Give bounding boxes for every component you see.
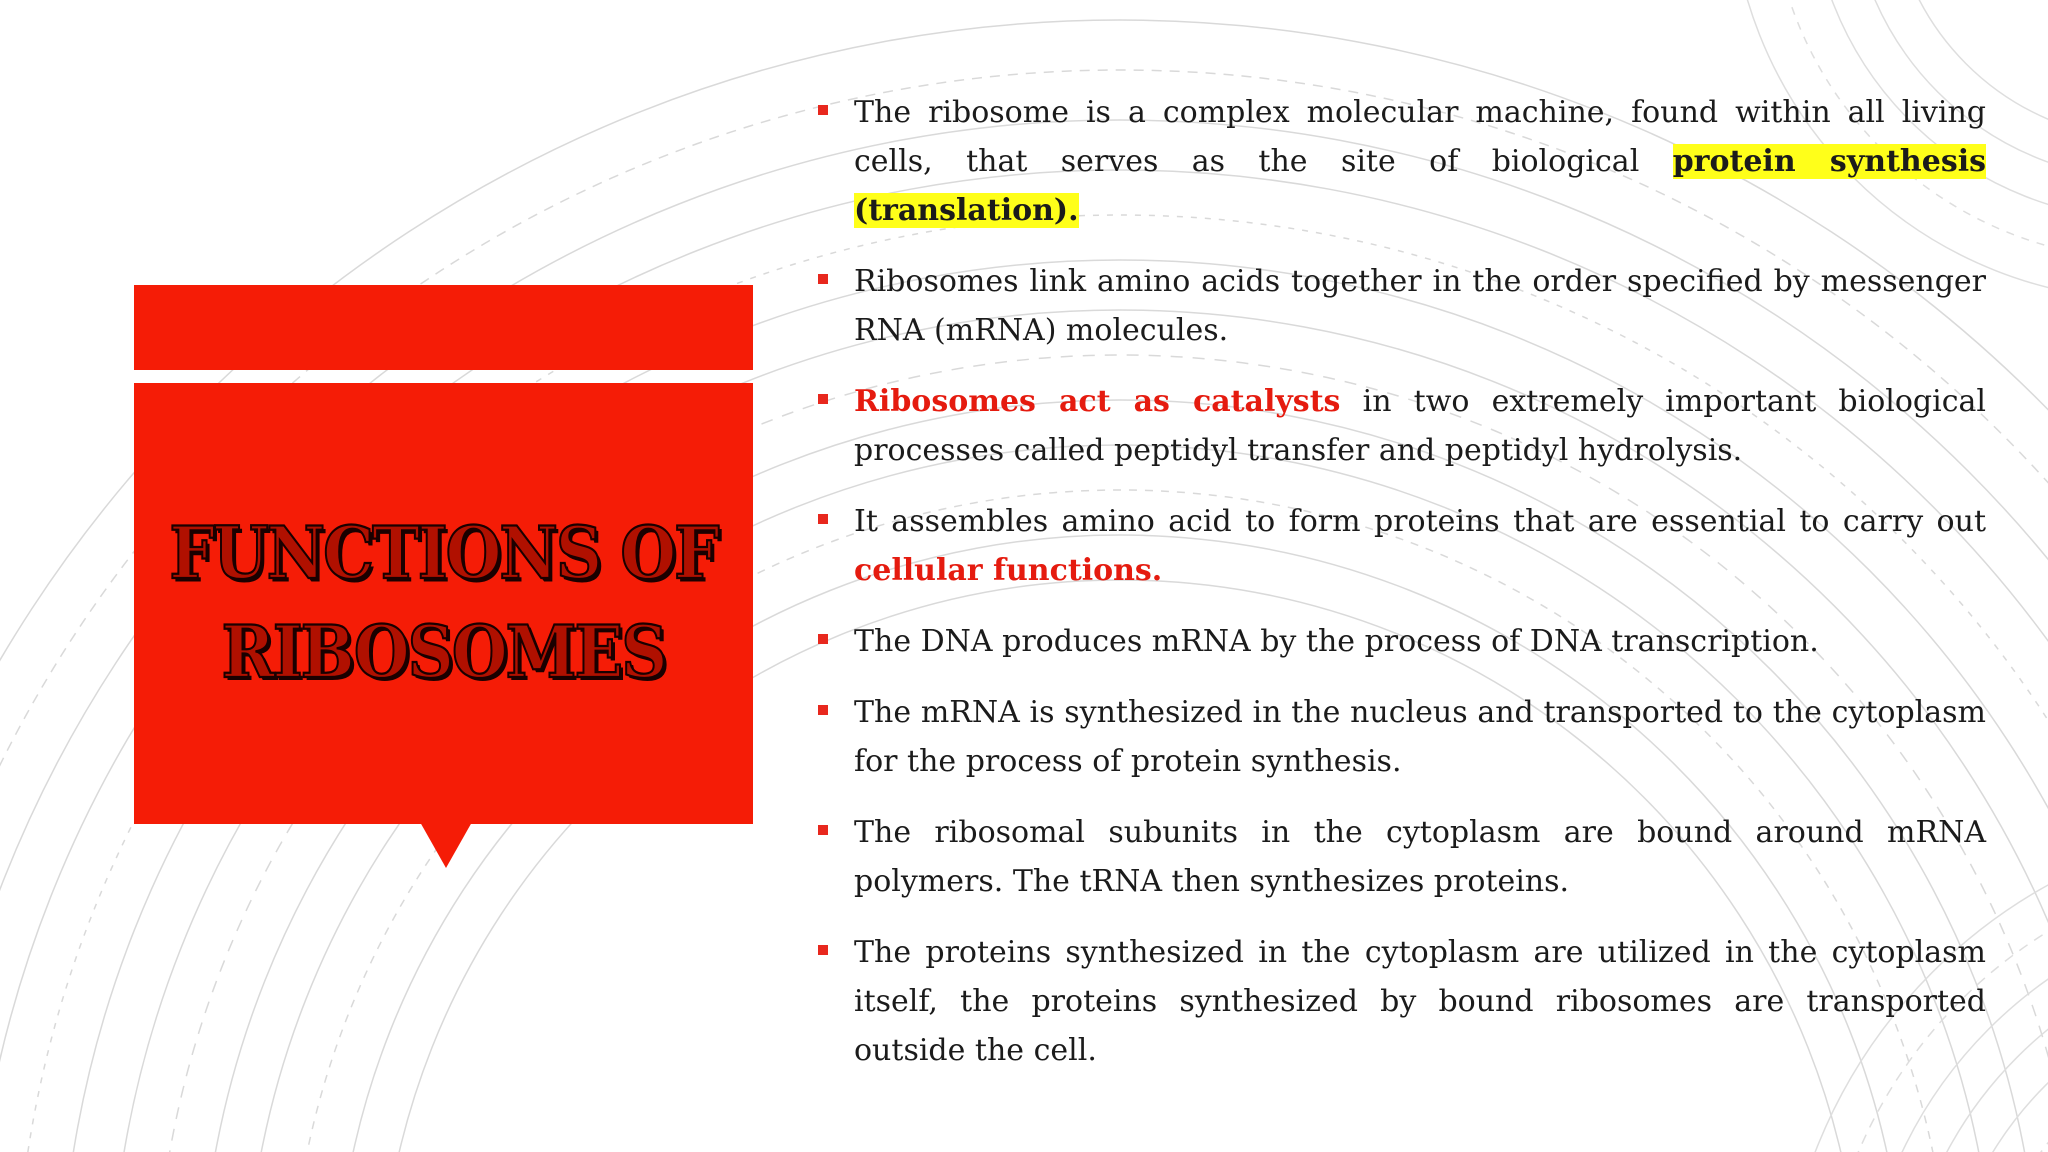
emphasis-text: Ribosomes act as catalysts <box>854 384 1341 419</box>
title-accent-bar <box>134 285 753 370</box>
title-line-1: FUNCTIONS OF <box>169 511 718 596</box>
callout-pointer <box>420 822 472 868</box>
bullet-text: The proteins synthesized in the cytoplasm are utilized in the cytoplasm itself, the proteins synthesized by bound ribosomes are transported outside the cell. <box>854 935 1986 1068</box>
bullet-item <box>818 617 1986 666</box>
bullet-text: The ribosome is a complex molecular machine, found within all living cells, that serves as the site of biological <box>854 95 1986 179</box>
bullet-item <box>818 808 1986 906</box>
bullet-square-icon <box>818 274 828 284</box>
bullet-square-icon <box>818 634 828 644</box>
bullet-text: The mRNA is synthesized in the nucleus and transported to the cytoplasm for the process of protein synthesis. <box>854 695 1986 779</box>
bullet-item <box>818 257 1986 355</box>
title-callout-box <box>134 383 753 824</box>
bullet-text: It assembles amino acid to form proteins that are essential to carry out <box>854 504 1986 539</box>
title-line-2: RIBOSOMES <box>221 610 666 695</box>
highlighted-text: protein synthesis (translation). <box>854 144 1986 228</box>
bullet-text: in two extremely important biological processes called peptidyl transfer and peptidyl hydrolysis. <box>854 384 1987 468</box>
bullet-square-icon <box>818 105 828 115</box>
slide-title <box>169 505 717 702</box>
bullet-item <box>818 688 1986 786</box>
bullet-list <box>818 88 1986 1097</box>
bullet-text: Ribosomes link amino acids together in the order specified by messenger RNA (mRNA) molecules. <box>854 264 1986 348</box>
bullet-square-icon <box>818 945 828 955</box>
bullet-item <box>818 497 1986 595</box>
bullet-square-icon <box>818 394 828 404</box>
bullet-square-icon <box>818 825 828 835</box>
bullet-text: The DNA produces mRNA by the process of DNA transcription. <box>854 624 1819 659</box>
bullet-text: The ribosomal subunits in the cytoplasm are bound around mRNA polymers. The tRNA then synthesizes proteins. <box>854 815 1986 899</box>
bullet-square-icon <box>818 514 828 524</box>
bullet-item <box>818 928 1986 1075</box>
bullet-item <box>818 88 1986 235</box>
bullet-square-icon <box>818 705 828 715</box>
emphasis-text: cellular functions. <box>854 553 1163 588</box>
bullet-item <box>818 377 1986 475</box>
